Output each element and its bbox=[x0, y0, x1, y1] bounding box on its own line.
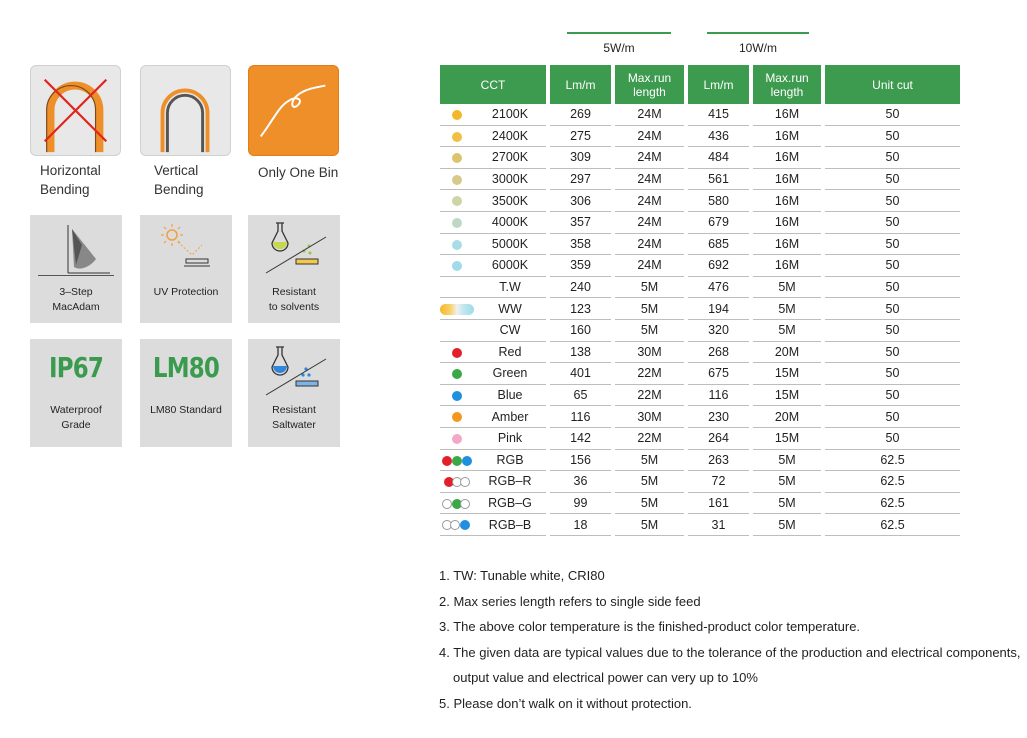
vertical-bending-icon bbox=[141, 65, 230, 156]
lm-5w-cell: 138 bbox=[550, 342, 611, 364]
green-dot-icon bbox=[452, 456, 462, 466]
max-run-10w-cell: 5M bbox=[753, 493, 821, 515]
lm-5w-cell: 269 bbox=[550, 104, 611, 126]
unit-cut-cell: 62.5 bbox=[825, 471, 960, 493]
ip67-code: IP67 bbox=[48, 351, 104, 384]
max-run-10w-cell: 15M bbox=[753, 363, 821, 385]
lm80-label: LM80 Standard bbox=[150, 404, 222, 416]
cct-cell: WW bbox=[474, 298, 546, 320]
lm80-tile bbox=[140, 339, 232, 447]
cct-cell: Amber bbox=[474, 406, 546, 428]
ip67-label-1: Waterproof bbox=[50, 404, 102, 416]
max-run-5w-cell: 24M bbox=[615, 169, 684, 191]
saltwater-label-2: Saltwater bbox=[272, 419, 316, 431]
saltwater-tile bbox=[248, 339, 340, 447]
col-max-run-10w-l2: length bbox=[770, 84, 804, 99]
lm-10w-cell: 685 bbox=[688, 234, 749, 256]
lm-5w-cell: 309 bbox=[550, 147, 611, 169]
color-dot-icon bbox=[452, 412, 462, 422]
unit-cut-cell: 50 bbox=[825, 363, 960, 385]
spec-table bbox=[440, 65, 960, 536]
uv-protection-tile bbox=[140, 215, 232, 323]
only-one-bin-label: Only One Bin bbox=[258, 165, 339, 180]
cct-cell: 5000K bbox=[474, 234, 546, 256]
max-run-5w-cell: 5M bbox=[615, 493, 684, 515]
lm-10w-cell: 116 bbox=[688, 385, 749, 407]
table-row bbox=[440, 493, 960, 515]
lm-10w-cell: 268 bbox=[688, 342, 749, 364]
color-swatch-cell bbox=[440, 126, 474, 148]
cct-cell: 2700K bbox=[474, 147, 546, 169]
max-run-10w-cell: 16M bbox=[753, 126, 821, 148]
horizontal-bending-icon bbox=[31, 65, 120, 156]
lm-10w-cell: 476 bbox=[688, 277, 749, 299]
max-run-5w-cell: 5M bbox=[615, 298, 684, 320]
table-row bbox=[440, 104, 960, 126]
table-row bbox=[440, 320, 960, 342]
solvents-label-1: Resistant bbox=[272, 286, 316, 298]
table-row bbox=[440, 277, 960, 299]
table-row bbox=[440, 126, 960, 148]
color-swatch-cell bbox=[440, 169, 474, 191]
color-dot-icon bbox=[452, 261, 462, 271]
cct-cell: Green bbox=[474, 363, 546, 385]
max-run-5w-cell: 5M bbox=[615, 277, 684, 299]
empty-dot-icon bbox=[450, 520, 460, 530]
flask-solvent-icon bbox=[248, 215, 340, 281]
color-swatch-cell bbox=[440, 493, 474, 515]
unit-cut-cell: 50 bbox=[825, 147, 960, 169]
col-lm-10w: Lm/m bbox=[688, 65, 749, 104]
color-swatch-cell bbox=[440, 234, 474, 256]
color-swatch-cell bbox=[440, 104, 474, 126]
max-run-10w-cell: 16M bbox=[753, 255, 821, 277]
col-max-run-5w-l1: Max.run bbox=[627, 70, 672, 85]
color-dot-icon bbox=[452, 132, 462, 142]
group-header-10w: 10W/m bbox=[707, 32, 809, 56]
color-swatch-cell bbox=[440, 190, 474, 212]
lm-5w-cell: 156 bbox=[550, 450, 611, 472]
cct-cell: RGB–R bbox=[474, 471, 546, 493]
note-4a: 4. The given data are typical values due to the tolerance of the production and electrical components, bbox=[439, 644, 1021, 660]
cct-cell: 2400K bbox=[474, 126, 546, 148]
bin-curve-icon bbox=[249, 65, 338, 156]
vertical-bending-label-1: Vertical bbox=[154, 163, 199, 178]
unit-cut-cell: 50 bbox=[825, 104, 960, 126]
unit-cut-cell: 50 bbox=[825, 126, 960, 148]
unit-cut-cell: 50 bbox=[825, 406, 960, 428]
unit-cut-cell: 50 bbox=[825, 385, 960, 407]
table-row bbox=[440, 363, 960, 385]
color-swatch-cell bbox=[440, 471, 474, 493]
max-run-10w-cell: 5M bbox=[753, 471, 821, 493]
ip67-tile bbox=[30, 339, 122, 447]
unit-cut-cell: 62.5 bbox=[825, 450, 960, 472]
max-run-10w-cell: 16M bbox=[753, 147, 821, 169]
max-run-5w-cell: 24M bbox=[615, 190, 684, 212]
macadam-icon bbox=[30, 215, 122, 281]
col-unit-cut: Unit cut bbox=[825, 65, 960, 104]
lm-10w-cell: 484 bbox=[688, 147, 749, 169]
color-swatch-cell bbox=[440, 212, 474, 234]
unit-cut-cell: 50 bbox=[825, 190, 960, 212]
max-run-5w-cell: 24M bbox=[615, 255, 684, 277]
saltwater-label-1: Resistant bbox=[272, 404, 316, 416]
color-swatch-cell bbox=[440, 147, 474, 169]
max-run-10w-cell: 15M bbox=[753, 385, 821, 407]
table-row bbox=[440, 255, 960, 277]
lm-5w-cell: 297 bbox=[550, 169, 611, 191]
max-run-5w-cell: 22M bbox=[615, 363, 684, 385]
max-run-5w-cell: 24M bbox=[615, 147, 684, 169]
col-max-run-10w bbox=[753, 65, 821, 104]
only-one-bin-tile bbox=[248, 65, 339, 156]
macadam-tile bbox=[30, 215, 122, 323]
lm-10w-cell: 194 bbox=[688, 298, 749, 320]
lm-5w-cell: 65 bbox=[550, 385, 611, 407]
unit-cut-cell: 50 bbox=[825, 320, 960, 342]
max-run-5w-cell: 22M bbox=[615, 385, 684, 407]
blue-dot-icon bbox=[462, 456, 472, 466]
lm-5w-cell: 123 bbox=[550, 298, 611, 320]
col-max-run-5w bbox=[615, 65, 684, 104]
color-swatch-cell bbox=[440, 255, 474, 277]
table-row bbox=[440, 514, 960, 536]
lm-10w-cell: 161 bbox=[688, 493, 749, 515]
lm-10w-cell: 679 bbox=[688, 212, 749, 234]
note-2: 2. Max series length refers to single side feed bbox=[439, 593, 701, 609]
lm-5w-cell: 36 bbox=[550, 471, 611, 493]
max-run-10w-cell: 16M bbox=[753, 104, 821, 126]
note-5: 5. Please don’t walk on it without protection. bbox=[439, 695, 692, 711]
lm-5w-cell: 116 bbox=[550, 406, 611, 428]
empty-dot-icon bbox=[460, 499, 470, 509]
lm-5w-cell: 275 bbox=[550, 126, 611, 148]
unit-cut-cell: 50 bbox=[825, 255, 960, 277]
table-row bbox=[440, 298, 960, 320]
table-row bbox=[440, 428, 960, 450]
lm-10w-cell: 264 bbox=[688, 428, 749, 450]
tunable-white-dot-icon bbox=[440, 304, 474, 315]
color-swatch-cell bbox=[440, 406, 474, 428]
cct-cell: RGB bbox=[474, 450, 546, 472]
max-run-10w-cell: 15M bbox=[753, 428, 821, 450]
max-run-10w-cell: 20M bbox=[753, 342, 821, 364]
table-row bbox=[440, 385, 960, 407]
lm80-code: LM80 bbox=[152, 351, 220, 384]
lm-10w-cell: 230 bbox=[688, 406, 749, 428]
unit-cut-cell: 62.5 bbox=[825, 514, 960, 536]
note-4b: output value and electrical power can very up to 10% bbox=[453, 670, 758, 685]
unit-cut-cell: 50 bbox=[825, 169, 960, 191]
lm-10w-cell: 72 bbox=[688, 471, 749, 493]
color-dot-icon bbox=[452, 175, 462, 185]
lm-10w-cell: 31 bbox=[688, 514, 749, 536]
max-run-5w-cell: 24M bbox=[615, 234, 684, 256]
max-run-10w-cell: 5M bbox=[753, 514, 821, 536]
unit-cut-cell: 50 bbox=[825, 212, 960, 234]
lm-5w-cell: 358 bbox=[550, 234, 611, 256]
note-1: 1. TW: Tunable white, CRI80 bbox=[439, 568, 605, 583]
col-max-run-5w-l2: length bbox=[633, 84, 666, 99]
lm-10w-cell: 263 bbox=[688, 450, 749, 472]
color-swatch-cell bbox=[440, 385, 474, 407]
color-swatch-cell bbox=[440, 450, 474, 472]
lm-5w-cell: 142 bbox=[550, 428, 611, 450]
color-dot-icon bbox=[452, 348, 462, 358]
cct-cell: Pink bbox=[474, 428, 546, 450]
unit-cut-cell: 50 bbox=[825, 234, 960, 256]
cct-cell: 4000K bbox=[474, 212, 546, 234]
max-run-5w-cell: 24M bbox=[615, 126, 684, 148]
group-header-5w: 5W/m bbox=[567, 32, 671, 56]
lm-5w-cell: 306 bbox=[550, 190, 611, 212]
cct-cell: 2100K bbox=[474, 104, 546, 126]
lm-5w-cell: 18 bbox=[550, 514, 611, 536]
color-dot-icon bbox=[452, 434, 462, 444]
unit-cut-cell: 50 bbox=[825, 428, 960, 450]
lm-10w-cell: 675 bbox=[688, 363, 749, 385]
color-swatch-cell bbox=[440, 428, 474, 450]
max-run-5w-cell: 30M bbox=[615, 342, 684, 364]
lm-5w-cell: 357 bbox=[550, 212, 611, 234]
max-run-10w-cell: 5M bbox=[753, 277, 821, 299]
vertical-bending-label-2: Bending bbox=[154, 182, 204, 197]
color-swatch-cell bbox=[440, 363, 474, 385]
max-run-5w-cell: 5M bbox=[615, 320, 684, 342]
lm-5w-cell: 240 bbox=[550, 277, 611, 299]
lm-10w-cell: 692 bbox=[688, 255, 749, 277]
color-swatch-cell bbox=[440, 342, 474, 364]
color-dot-icon bbox=[452, 153, 462, 163]
table-row bbox=[440, 234, 960, 256]
table-row bbox=[440, 342, 960, 364]
max-run-10w-cell: 5M bbox=[753, 298, 821, 320]
max-run-5w-cell: 30M bbox=[615, 406, 684, 428]
table-row bbox=[440, 471, 960, 493]
cct-cell: Blue bbox=[474, 385, 546, 407]
empty-dot-icon bbox=[460, 477, 470, 487]
col-lm-5w: Lm/m bbox=[550, 65, 611, 104]
color-swatch-cell bbox=[440, 514, 474, 536]
lm-10w-cell: 320 bbox=[688, 320, 749, 342]
cct-cell: RGB–G bbox=[474, 493, 546, 515]
max-run-10w-cell: 16M bbox=[753, 190, 821, 212]
max-run-5w-cell: 24M bbox=[615, 212, 684, 234]
max-run-10w-cell: 16M bbox=[753, 169, 821, 191]
flask-saltwater-icon bbox=[248, 339, 340, 405]
max-run-5w-cell: 22M bbox=[615, 428, 684, 450]
max-run-5w-cell: 5M bbox=[615, 450, 684, 472]
cct-cell: RGB–B bbox=[474, 514, 546, 536]
lm-5w-cell: 99 bbox=[550, 493, 611, 515]
cct-cell: CW bbox=[474, 320, 546, 342]
max-run-10w-cell: 5M bbox=[753, 450, 821, 472]
macadam-label-1: 3–Step bbox=[59, 286, 93, 298]
lm-10w-cell: 436 bbox=[688, 126, 749, 148]
blue-dot-icon bbox=[460, 520, 470, 530]
color-swatch-cell bbox=[440, 320, 474, 342]
lm-5w-cell: 359 bbox=[550, 255, 611, 277]
max-run-5w-cell: 24M bbox=[615, 104, 684, 126]
solvents-tile bbox=[248, 215, 340, 323]
lm-5w-cell: 160 bbox=[550, 320, 611, 342]
max-run-10w-cell: 16M bbox=[753, 212, 821, 234]
lm-10w-cell: 415 bbox=[688, 104, 749, 126]
max-run-10w-cell: 5M bbox=[753, 320, 821, 342]
col-cct: CCT bbox=[440, 65, 546, 104]
cct-cell: Red bbox=[474, 342, 546, 364]
col-max-run-10w-l1: Max.run bbox=[765, 70, 809, 85]
lm-10w-cell: 561 bbox=[688, 169, 749, 191]
ip67-label-2: Grade bbox=[61, 419, 91, 431]
color-dot-icon bbox=[452, 196, 462, 206]
cct-cell: T.W bbox=[474, 277, 546, 299]
unit-cut-cell: 50 bbox=[825, 342, 960, 364]
max-run-10w-cell: 20M bbox=[753, 406, 821, 428]
note-3: 3. The above color temperature is the finished-product color temperature. bbox=[439, 619, 861, 634]
lm-5w-cell: 401 bbox=[550, 363, 611, 385]
color-dot-icon bbox=[452, 391, 462, 401]
max-run-10w-cell: 16M bbox=[753, 234, 821, 256]
lm-10w-cell: 580 bbox=[688, 190, 749, 212]
cct-cell: 6000K bbox=[474, 255, 546, 277]
unit-cut-cell: 50 bbox=[825, 298, 960, 320]
table-row bbox=[440, 212, 960, 234]
table-row bbox=[440, 147, 960, 169]
cct-cell: 3000K bbox=[474, 169, 546, 191]
cct-cell: 3500K bbox=[474, 190, 546, 212]
color-swatch-cell bbox=[440, 298, 474, 320]
empty-dot-icon bbox=[442, 499, 452, 509]
max-run-5w-cell: 5M bbox=[615, 471, 684, 493]
max-run-5w-cell: 5M bbox=[615, 514, 684, 536]
solvents-label-2: to solvents bbox=[268, 301, 320, 313]
horizontal-bending-tile bbox=[30, 65, 121, 156]
unit-cut-cell: 62.5 bbox=[825, 493, 960, 515]
horizontal-bending-label-1: Horizontal bbox=[40, 163, 101, 178]
notes bbox=[439, 563, 1021, 716]
color-dot-icon bbox=[452, 110, 462, 120]
table-row bbox=[440, 190, 960, 212]
color-dot-icon bbox=[452, 369, 462, 379]
color-dot-icon bbox=[452, 240, 462, 250]
sun-uv-icon bbox=[140, 215, 232, 281]
vertical-bending-tile bbox=[140, 65, 231, 156]
unit-cut-cell: 50 bbox=[825, 277, 960, 299]
table-row bbox=[440, 450, 960, 472]
macadam-label-2: MacAdam bbox=[52, 301, 100, 313]
uv-protection-label: UV Protection bbox=[153, 286, 219, 298]
table-row bbox=[440, 169, 960, 191]
table-header-row bbox=[440, 65, 960, 104]
color-dot-icon bbox=[452, 218, 462, 228]
horizontal-bending-label-2: Bending bbox=[40, 182, 90, 197]
table-row bbox=[440, 406, 960, 428]
color-swatch-cell bbox=[440, 277, 474, 299]
red-dot-icon bbox=[442, 456, 452, 466]
